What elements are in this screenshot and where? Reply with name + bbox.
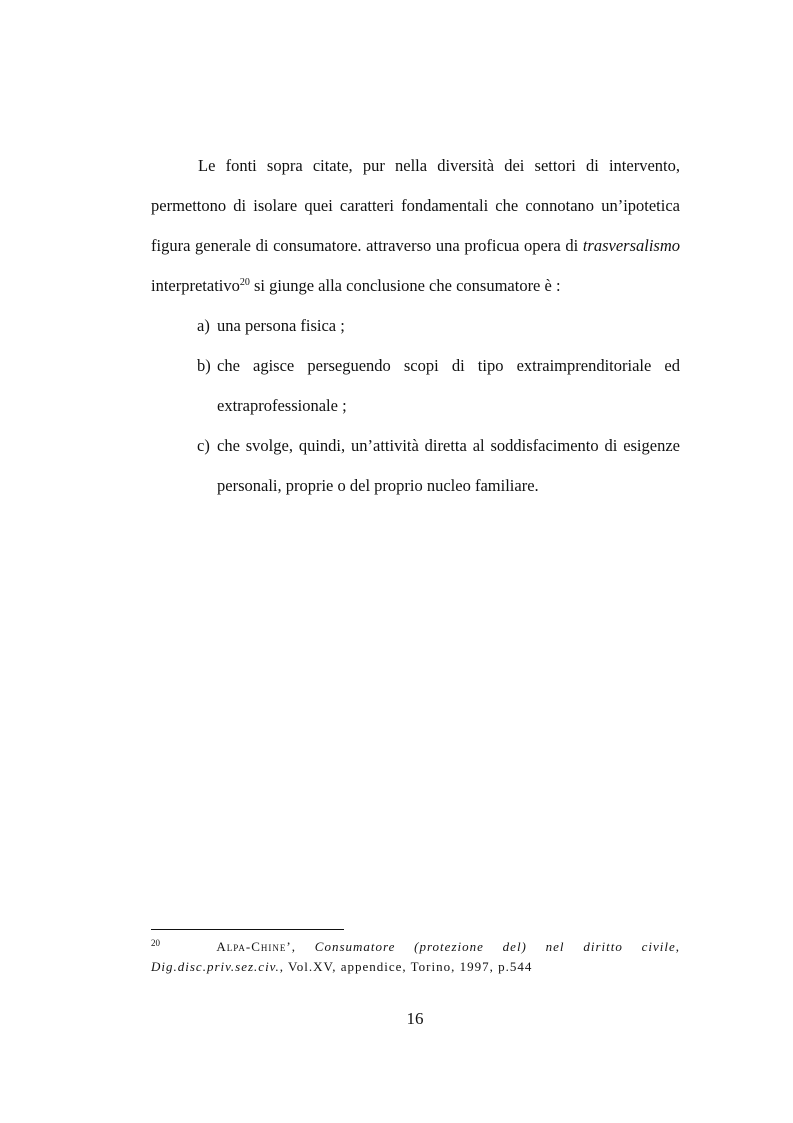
list-item (197, 426, 680, 506)
body-paragraph (151, 146, 680, 306)
footnote-title: Consumatore (protezione del) nel diritto civile (314, 939, 676, 954)
footnote-source: Dig.disc.priv.sez.civ. (151, 959, 280, 974)
list-marker: c) (197, 436, 210, 455)
list-item-text: una persona fisica ; (217, 316, 345, 335)
list-item (197, 346, 680, 426)
footnote: $^{20}$ Alpa-Chine’, Consumatore (protezione del) nel diritto civile, Dig.disc.priv.sez.civ., Vol.XV, appendice, Torino, 1997, p.544 (151, 938, 681, 974)
footnote-reference[interactable]: 20 (239, 277, 250, 288)
criteria-list (151, 306, 680, 506)
list-marker: a) (197, 316, 210, 335)
paragraph-italic-term: trasversalismo (582, 236, 680, 255)
list-item-text: che svolge, quindi, un’attività diretta al soddisfacimento di esigenze personali, proprie o del proprio nucleo familiare. (217, 436, 680, 495)
main-text (151, 146, 680, 506)
footnote-details: Vol.XV, appendice, Torino, 1997, p.544 (288, 959, 533, 974)
list-item-text: che agisce perseguendo scopi di tipo extraimprenditoriale ed extraprofessionale ; (217, 356, 680, 415)
list-marker: b) (197, 356, 211, 375)
paragraph-text-end: si giunge alla conclusione che consumatore è : (249, 276, 561, 295)
footnote-number: 20 (151, 938, 160, 948)
page-number: 16 (406, 1009, 424, 1028)
paragraph-text-middle: interpretativo (151, 276, 240, 295)
footnote-author: Alpa-Chine’ (216, 939, 292, 954)
paragraph-text-start: Le fonti sopra citate, pur nella diversità dei settori di intervento, permettono di isolare quei caratteri fondamentali che connotano un’ipotetica figura generale di consumatore. attraverso una proficua opera di (151, 156, 680, 255)
list-item (197, 306, 680, 346)
footnote-divider (151, 929, 344, 930)
